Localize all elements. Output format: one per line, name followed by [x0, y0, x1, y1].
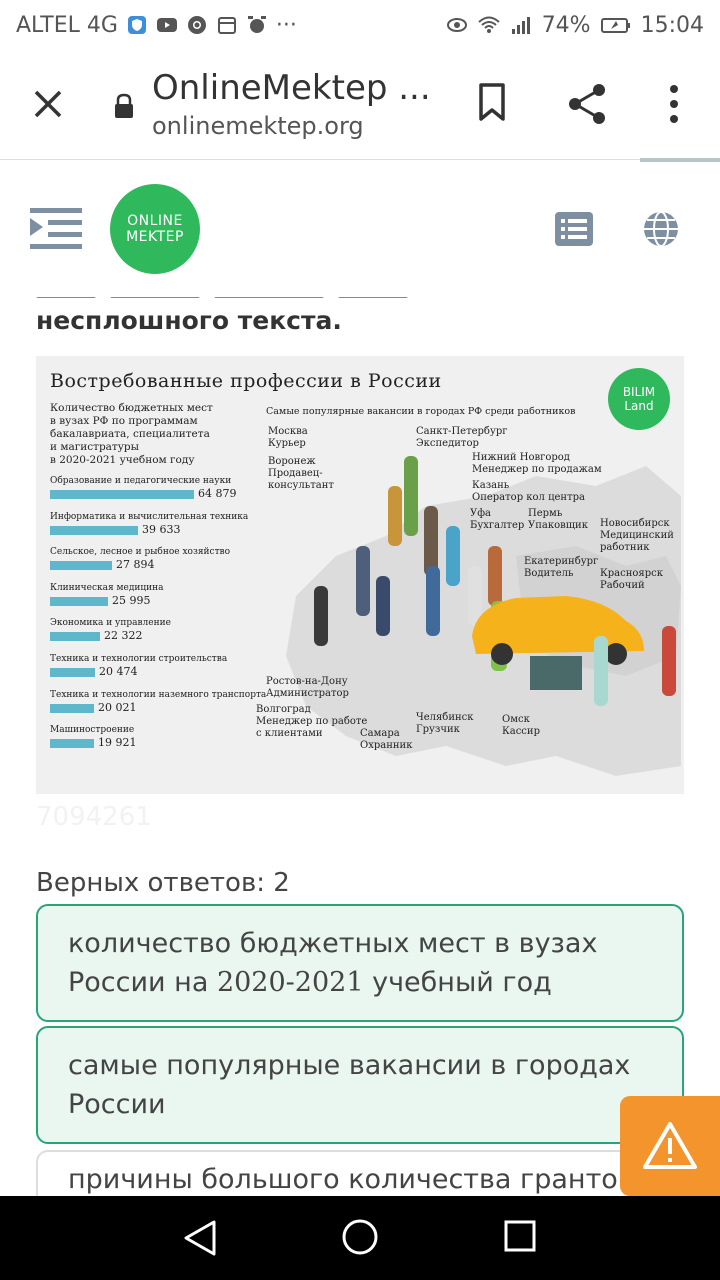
person-figure [388, 486, 402, 546]
system-navigation-bar [0, 1196, 720, 1280]
person-figure [404, 456, 418, 536]
bar [50, 490, 194, 499]
city-profession: Водитель [524, 568, 574, 579]
answer-option-3[interactable] [36, 1150, 684, 1196]
answer-text-year: 2020-2021 [216, 967, 364, 998]
bar-value-label: 19 921 [98, 736, 137, 750]
city-name: Самара [360, 728, 400, 739]
bar-category-label: Клиническая медицина [50, 582, 164, 593]
city-name: Пермь [528, 508, 563, 519]
bar-row [48, 512, 288, 542]
bar-category-label: Сельское, лесное и рыбное хозяйство [50, 547, 231, 558]
city-name: Екатеринбург [524, 556, 599, 567]
chart-desc-line: Количество бюджетных мест [50, 402, 213, 414]
bar-row [48, 654, 288, 684]
lock-icon [112, 92, 136, 120]
clock: 15:04 [640, 12, 704, 38]
city-profession: с клиентами [256, 728, 323, 739]
city-label [416, 712, 474, 736]
badge-line-2: Land [624, 399, 654, 413]
city-profession: Кассир [502, 726, 540, 737]
answer-text: самые популярные вакансии в городах России [68, 1050, 631, 1120]
city-label [256, 704, 367, 740]
bar [50, 668, 95, 677]
city-label [600, 568, 663, 592]
city-label [524, 556, 598, 580]
bar [50, 561, 112, 570]
browser-toolbar [0, 50, 720, 160]
bar-value-label: 64 879 [198, 487, 237, 500]
shield-icon [126, 14, 148, 36]
share-icon[interactable] [566, 82, 608, 126]
city-name: Омск [502, 714, 530, 725]
city-profession: Продавец- [268, 468, 323, 479]
city-profession: Упаковщик [528, 520, 588, 531]
city-label [472, 452, 602, 476]
chart-desc-line: в 2020-2021 учебном году [50, 454, 195, 466]
logo-line-1: ONLINE [127, 213, 183, 229]
bar-value-label: 25 995 [112, 593, 151, 607]
city-name: Красноярск [600, 568, 663, 579]
city-name: Ростов-на-Дону [266, 676, 348, 687]
city-profession: Менеджер по работе [256, 716, 368, 727]
city-profession: Экспедитор [416, 438, 479, 449]
city-profession: консультант [268, 480, 334, 491]
bookmark-icon[interactable] [474, 82, 510, 122]
city-profession: Охранник [360, 740, 413, 751]
city-label [470, 508, 524, 532]
city-name: Новосибирск [600, 518, 670, 529]
answer-text: количество бюджетных мест в вузах России на [68, 928, 598, 998]
city-label [360, 728, 412, 752]
globe-icon[interactable] [642, 210, 680, 248]
city-label [528, 508, 588, 532]
infographic-image [36, 356, 684, 794]
taxi-wheel [605, 643, 627, 665]
correct-answers-count: Верных ответов: 2 [36, 868, 290, 898]
menu-icon[interactable] [30, 206, 82, 252]
question-id: 7094261 [36, 802, 152, 832]
list-icon[interactable] [555, 212, 593, 246]
back-icon[interactable] [182, 1218, 218, 1258]
recent-apps-icon[interactable] [504, 1220, 536, 1252]
more-notifications: ··· [275, 12, 297, 38]
bar-category-label: Информатика и вычислительная техника [50, 511, 249, 522]
city-name: Нижний Новгород [472, 452, 570, 463]
page-title[interactable]: OnlineMektep ... [152, 68, 431, 108]
site-header [0, 162, 720, 292]
city-profession: Менеджер по продажам [472, 464, 602, 475]
city-label [600, 518, 674, 554]
bilimland-logo [608, 368, 670, 430]
battery-percent: 74% [541, 12, 591, 38]
more-vert-icon[interactable] [664, 82, 684, 126]
person-figure [662, 626, 676, 696]
city-label [268, 456, 334, 492]
answer-option-2[interactable] [36, 1026, 684, 1144]
calendar-icon [216, 14, 238, 36]
city-profession: Бухгалтер [470, 520, 525, 531]
signal-icon [510, 14, 532, 36]
badge-line-1: BILIM [622, 385, 656, 399]
bar-row [48, 690, 288, 720]
city-profession: Рабочий [600, 580, 645, 591]
city-profession: Грузчик [416, 724, 460, 735]
infographic-title: Востребованные профессии в России [50, 370, 442, 392]
warning-icon [642, 1121, 698, 1171]
bar-value-label: 27 894 [116, 558, 155, 572]
city-profession: работник [600, 542, 650, 553]
city-name: Казань [472, 480, 510, 491]
city-name: Санкт-Петербург [416, 426, 508, 437]
status-bar [0, 0, 720, 50]
chart-desc-line: в вузах РФ по программам [50, 415, 198, 427]
bar-row [48, 618, 288, 648]
bar-value-label: 20 474 [99, 665, 138, 678]
city-name: Челябинск [416, 712, 474, 723]
bar-category-label: Техника и технологии строительства [50, 654, 228, 664]
close-icon[interactable] [28, 84, 68, 124]
person-figure [314, 586, 328, 646]
city-name: Воронеж [268, 456, 316, 467]
city-label [416, 426, 507, 450]
person-figure [376, 576, 390, 636]
bar-value-label: 22 322 [104, 629, 143, 643]
bar-category-label: Образование и педагогические науки [50, 476, 232, 486]
wifi-icon [478, 14, 500, 36]
city-label [268, 426, 308, 450]
bar [50, 739, 94, 748]
chart-desc-line: бакалавриата, специалитета [50, 428, 210, 440]
chart-description [50, 402, 250, 467]
bar-category-label: Машиностроение [50, 725, 135, 736]
bar-category-label: Техника и технологии наземного транспорта [50, 689, 267, 700]
home-icon[interactable] [341, 1218, 379, 1256]
city-label [266, 676, 349, 700]
battery-icon [601, 14, 631, 36]
section-heading: несплошного текста. [36, 306, 342, 335]
bar [50, 526, 138, 535]
logo-line-2: MEKTEP [126, 229, 184, 245]
bar-value-label: 39 633 [142, 522, 181, 536]
cashier-desk [530, 656, 582, 690]
bar-value-label: 20 021 [98, 700, 137, 714]
person-figure [594, 636, 608, 706]
answer-text-end: учебный год [363, 967, 552, 998]
bar-row [48, 476, 288, 506]
bar [50, 597, 108, 606]
city-profession: Медицинский [600, 530, 674, 541]
bar-row [48, 725, 288, 755]
city-name: Уфа [470, 508, 492, 519]
city-name: Москва [268, 426, 308, 437]
bar-category-label: Экономика и управление [50, 618, 171, 629]
report-button[interactable] [620, 1096, 720, 1196]
city-profession: Оператор кол центра [472, 492, 585, 503]
city-profession: Администратор [266, 688, 349, 699]
page-url[interactable]: onlinemektep.org [152, 112, 364, 140]
person-figure [424, 506, 438, 576]
clipped-text-line [36, 290, 456, 298]
city-label [472, 480, 585, 504]
vacancies-heading: Самые популярные вакансии в городах РФ среди работников [266, 406, 576, 417]
answer-text: причины большого количества гранто [68, 1164, 618, 1195]
eye-icon [446, 14, 468, 36]
person-figure [446, 526, 460, 586]
chrome-icon [186, 14, 208, 36]
youtube-icon [156, 14, 178, 36]
carrier-label: ALTEL 4G [16, 12, 118, 38]
bar-row [48, 547, 288, 577]
city-label [502, 714, 540, 738]
alarm-icon [246, 14, 268, 36]
city-name: Волгоград [256, 704, 311, 715]
site-logo[interactable] [110, 184, 200, 274]
answer-option-1[interactable] [36, 904, 684, 1022]
person-figure [356, 546, 370, 616]
bar [50, 632, 100, 641]
person-figure [488, 546, 502, 606]
chart-desc-line: и магистратуры [50, 441, 139, 453]
taxi-wheel [491, 643, 513, 665]
bar [50, 704, 94, 713]
person-figure [426, 566, 440, 636]
bar-row [48, 583, 288, 613]
city-profession: Курьер [268, 438, 306, 449]
